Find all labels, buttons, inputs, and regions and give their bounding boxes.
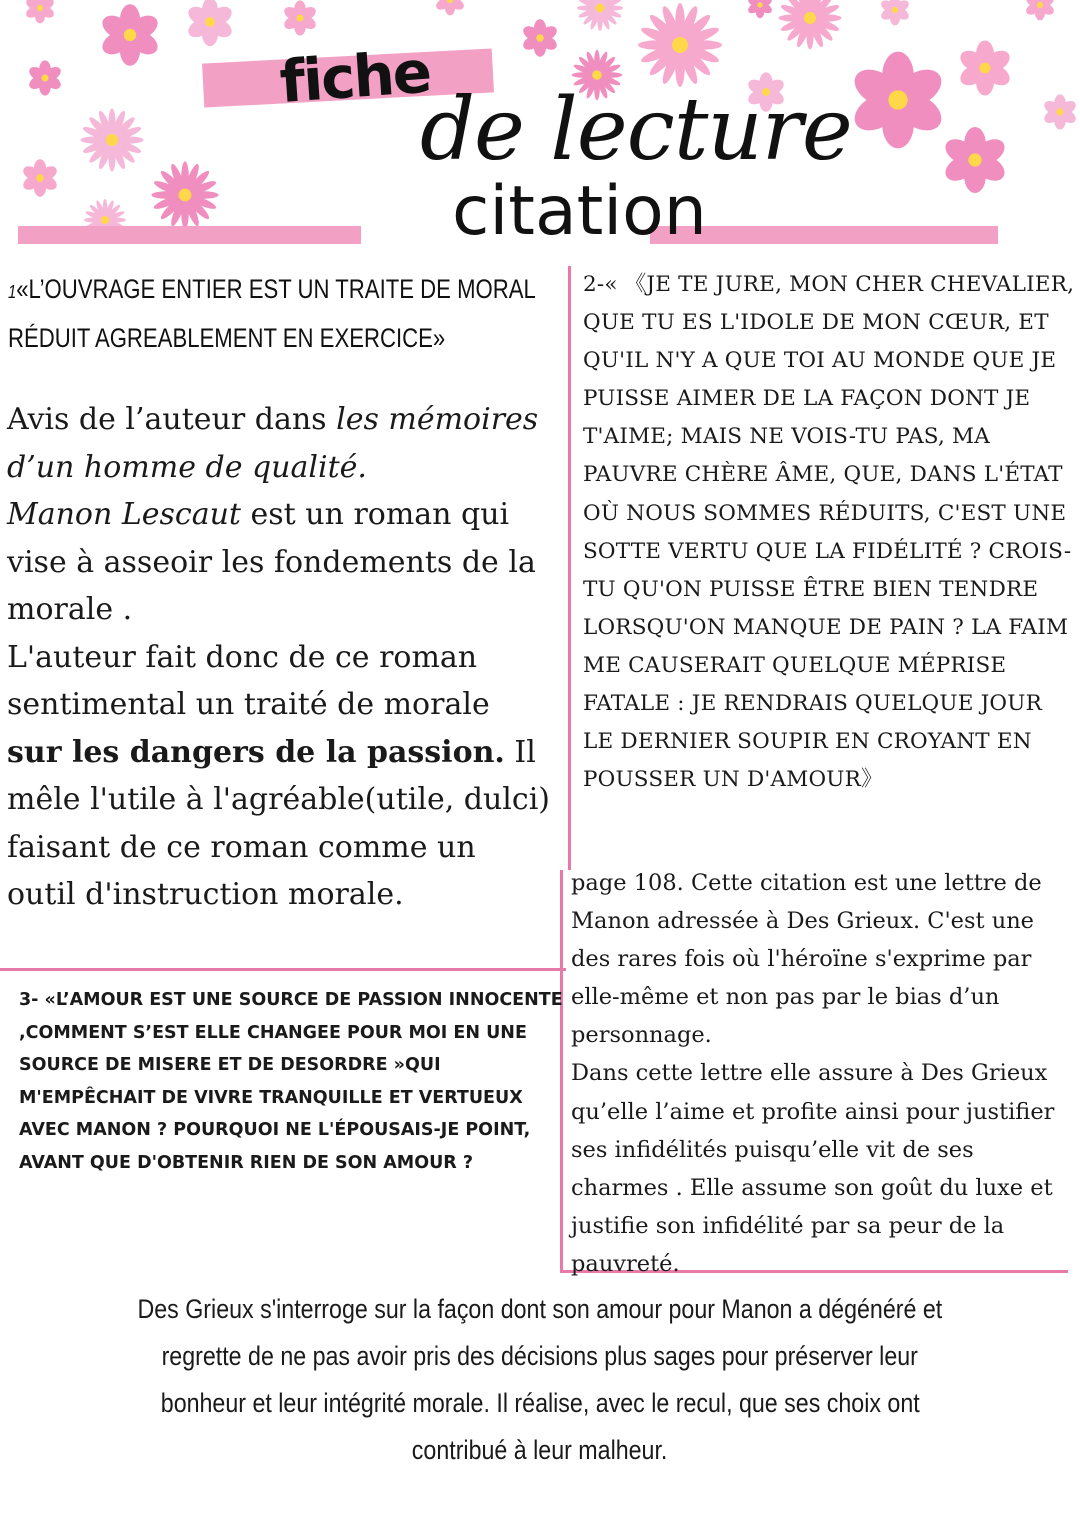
quote-1-text: «L’OUVRAGE ENTIER EST UN TRAITE DE MORAL RÉDUIT AGREABLEMENT EN EXERCICE» [8,274,535,353]
flower [282,0,318,35]
flower [638,3,722,87]
commentary-1-emphasis: sur les dangers de la passion. [7,734,505,770]
horizontal-divider-left [0,968,566,971]
commentary-1-text: est un roman qui vise à asseoir les fondements de la morale . [7,497,536,627]
conclusion-line: bonheur et leur intégrité morale. Il réalise, avec le recul, que ses choix ont [160,1388,920,1418]
title-fiche: fiche [277,37,433,116]
header-rule-left [18,226,361,244]
book-title-memoires: les mémoires d’un homme de qualité. [7,402,539,485]
flower [1042,94,1078,129]
commentary-1 [7,396,552,919]
flower [1024,0,1056,20]
book-title-manon: Manon Lescaut [7,497,241,532]
flower [98,4,161,66]
flower [24,0,56,23]
flower [879,0,911,25]
flower [746,0,773,18]
commentary-1-text: Il mêle l'utile à l'agréable(utile, dulci) faisant de ce roman comme un outil d'instruction morale. [7,734,550,912]
vertical-divider-top [568,266,571,870]
commentary-2-text: Dans cette lettre elle assure à Des Grieux qu’elle l’aime et profite ainsi pour justifier ses infidélités puisqu’elle vit de ses charmes . Elle assume son goût du luxe et justifie son infidélité par sa peur de la pauvreté. [571,1060,1055,1277]
quote-3: 3- «L’AMOUR EST UNE SOURCE DE PASSION INNOCENTE ,COMMENT S’EST ELLE CHANGEE POUR MOI EN UNE SOURCE DE MISERE ET DE DESORDRE »QUI M'EMPÊCHAIT DE VIVRE TRANQUILLE ET VERTUEUX AVEC MANON ? POURQUOI NE L'ÉPOUSAIS-JE POINT, AVANT QUE D'OBTENIR RIEN DE SON AMOUR ? [19,990,563,1173]
flower [21,159,60,196]
flower [521,19,560,56]
flower [151,161,218,228]
commentary-1-text: L'auteur fait donc de ce roman sentimental un traité de morale [7,639,490,722]
flower [185,0,235,46]
commentary-2 [571,864,1076,1283]
title-de-lecture: de lecture [420,80,852,180]
flower [941,127,1009,193]
flower [957,41,1014,96]
title-citation: citation [452,172,707,251]
quote-1 [8,266,553,361]
conclusion [30,1286,1050,1474]
conclusion-line: regrette de ne pas avoir pris des décisions plus sages pour préserver leur [161,1341,919,1371]
flower [779,0,842,50]
quote-1-number: 1 [8,282,17,302]
quote-2: 2-« 《JE TE JURE, MON CHER CHEVALIER, QUE TU ES L'IDOLE DE MON CŒUR, ET QU'IL N'Y A QUE TOI AU MONDE QUE JE PUISSE AIMER DE LA FAÇON DONT JE T'AIME; MAIS NE VOIS-TU PAS, MA PAUVRE CHÈRE ÂME, QUE, DANS L'ÉTAT OÙ NOUS SOMMES RÉDUITS, C'EST UNE SOTTE VERTU QUE LA FIDÉLITÉ ? CROIS-TU QU'ON PUISSE ÊTRE BIEN TENDRE LORSQU'ON MANQUE DE PAIN ? LA FAIM ME CAUSERAIT QUELQUE MÉPRISE FATALE : JE RENDRAIS QUELQUE JOUR LE DERNIER SOUPIR EN CROYANT EN POUSSER UN D'AMOUR》 [583,272,1075,793]
commentary-2-text: page 108. Cette citation est une lettre de Manon adressée à Des Grieux. C'est une des rares fois où l'héroïne s'exprime par elle-même et non pas par le bias d’un personnage. [571,870,1042,1049]
flower [27,60,63,95]
flower [848,52,948,149]
flower [434,0,466,15]
conclusion-line: Des Grieux s'interroge sur la façon dont son amour pour Manon a dégénéré et [137,1294,943,1324]
conclusion-line: contribué à leur malheur. [412,1435,668,1465]
flower [577,0,623,31]
commentary-1-text: Avis de l’auteur dans [7,402,337,437]
flower [81,109,144,172]
